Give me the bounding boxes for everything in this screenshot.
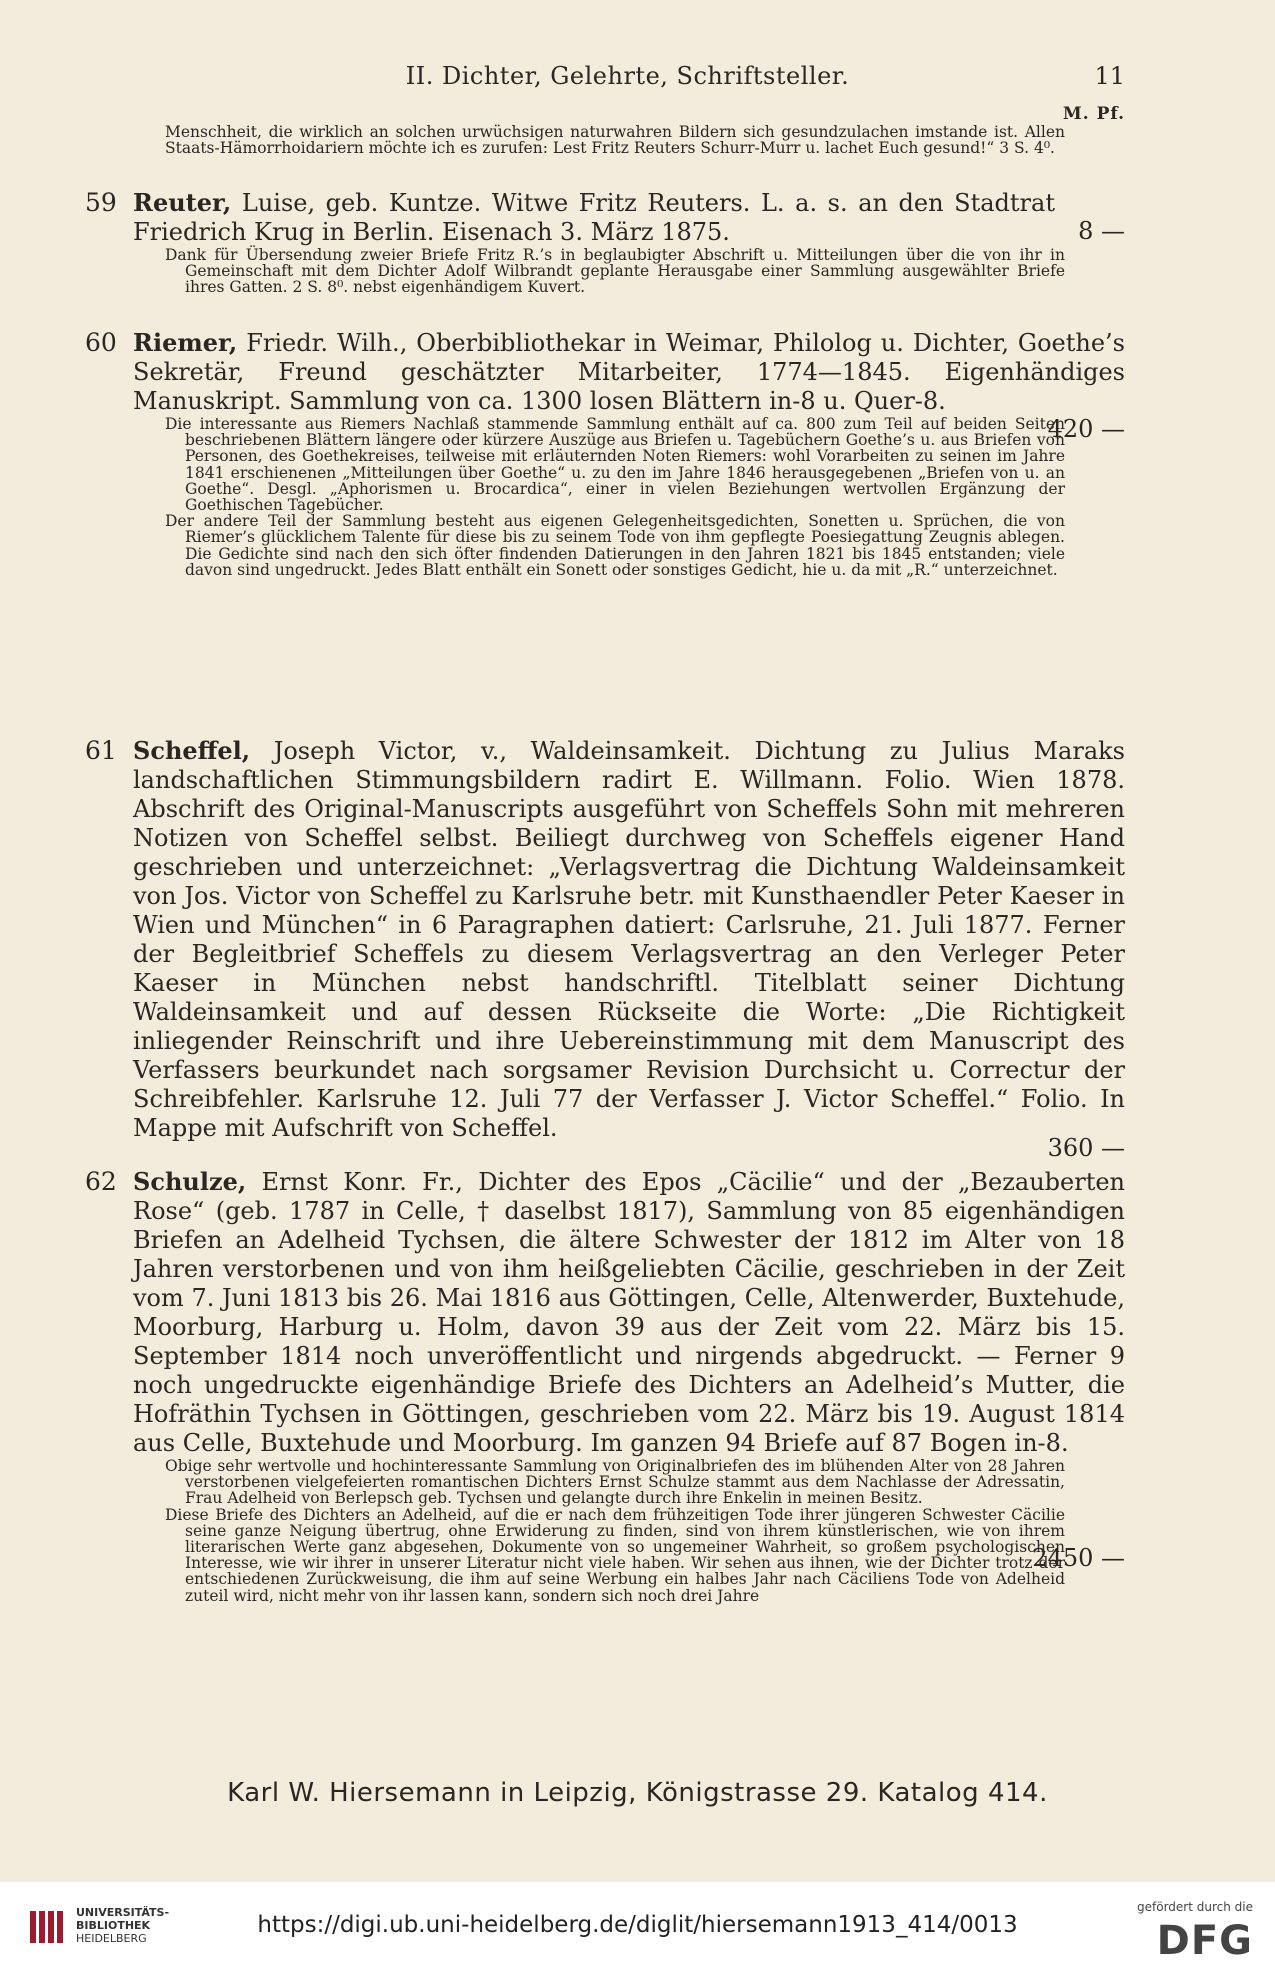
dfg-logo: DFG — [1156, 1918, 1253, 1964]
entry-text: Ernst Konr. Fr., Dichter des Epos „Cäcilie“ und der „Bezauberten Rose“ (geb. 1787 in Celle, † daselbst 1817), Sammlung von 85 eigenhändigen Briefen an Adelheid Tychsen, die ältere Schwester der 1812 im Alter von 18 Jahren verstorbenen und von ihm heißgeliebten Cäcilie, geschrieben in der Zeit vom 7. Juni 1813 bis 26. Mai 1816 aus Göttingen, Celle, Altenwerder, Buxtehude, Moorburg, Harburg u. Holm, davon 39 aus der Zeit vom 22. März bis 15. September 1814 noch unveröffentlicht und nirgends abgedruckt. — Ferner 9 noch ungedruckte eigenhändige Briefe des Dichters an Adelheid’s Mutter, die Hofräthin Tychsen in Göttingen, geschrieben vom 22. März bis 19. August 1814 aus Celle, Buxtehude und Moorburg. Im ganzen 94 Briefe auf 87 Bogen in-8. — [133, 1168, 1125, 1457]
entry-number: 60 — [85, 328, 117, 357]
document-url-link[interactable]: https://digi.ub.uni-heidelberg.de/diglit/hiersemann1913_414/0013 — [257, 1912, 1018, 1938]
entry-number: 59 — [85, 188, 117, 217]
catalog-entry-59 — [85, 188, 1125, 296]
entry-note: Obige sehr wertvolle und hochinteressante Sammlung von Originalbriefen des im blühenden Alter von 28 Jahren verstorbenen vielgefeierten romantischen Dichters Ernst Schulze stammt aus dem Nachlasse der Adressatin, Frau Adelheid von Berlepsch geb. Tychsen und gelangte durch ihre Enkelin in meinen Besitz. — [165, 1457, 1065, 1508]
entry-author: Scheffel, — [133, 736, 251, 765]
catalog-entry-61 — [85, 736, 1125, 1162]
entry-note: Diese Briefe des Dichters an Adelheid, auf die er nach dem frühzeitigen Tode ihrer jüngeren Schwester Cäcilie seine ganze Neigung übertrug, ohne Erwiderung zu finden, sind von ihrem künstlerischen, wie von ihrem literarischen Werte ganz abgesehen, Dokumente von so ungemeiner Wahrheit, so großem psychologischen Interesse, wie wir ihrer in unserer Literatur nicht viele haben. Wir sehen aus ihnen, wie der Dichter trotz der entschiedenen Zurückweisung, die ihm auf seine Werbung ein halbes Jahr nach Cäciliens Tode von Adelheid zuteil wird, nicht mehr von ihr lassen kann, sondern sich noch drei Jahre — [165, 1505, 1065, 1605]
entry-description — [133, 328, 1125, 416]
library-name: UNIVERSITÄTS- BIBLIOTHEK HEIDELBERG — [76, 1906, 170, 1945]
catalog-entry-62 — [85, 1167, 1125, 1604]
entry-price: 360 — — [1047, 1134, 1125, 1162]
entry-note: Der andere Teil der Sammlung besteht aus eigenen Gelegenheitsgedichten, Sonetten u. Sprüchen, die von Riemer’s glücklichem Talente für diese bis zu seinem Tode von ihm gepflegte Poesiegattung Zeugnis ablegen. Die Gedichte sind nach den sich öfter findenden Datierungen in den Jahren 1821 bis 1845 entstanden; viele davon sind ungedruckt. Jedes Blatt enthält ein Sonett oder sonstiges Gedicht, hie u. da mit „R.“ unterzeichnet. — [165, 512, 1065, 579]
viewer-bottom-bar — [0, 1882, 1275, 1979]
entry-price: 8 — — [1078, 217, 1125, 245]
entry-description — [133, 188, 1055, 247]
currency-label: M. Pf. — [1062, 104, 1125, 124]
section-title: II. Dichter, Gelehrte, Schriftsteller. — [405, 62, 850, 90]
publisher-footer: Karl W. Hiersemann in Leipzig, Königstrasse 29. Katalog 414. — [227, 1778, 1048, 1808]
page-number: 11 — [1094, 62, 1125, 90]
entry-number: 62 — [85, 1167, 117, 1196]
entry-text: Luise, geb. Kuntze. Witwe Fritz Reuters. L. a. s. an den Stadtrat Friedrich Krug in Berlin. Eisenach 3. März 1875. — [133, 189, 1055, 246]
intro-note: Menschheit, die wirklich an solchen urwüchsigen naturwahren Bildern sich gesundzulachen imstande ist. Allen Staats-Hämorrhoidariern möchte ich es zurufen: Lest Fritz Reuters Schurr-Murr u. lachet Euch gesund!“ 3 S. 4⁰. — [165, 123, 1065, 158]
entry-number: 61 — [85, 736, 117, 765]
intro-note-block — [85, 124, 1125, 156]
running-header — [130, 62, 1125, 124]
catalog-entry-60 — [85, 328, 1125, 578]
entry-text: Joseph Victor, v., Waldeinsamkeit. Dichtung zu Julius Maraks landschaftlichen Stimmungsbildern radirt E. Willmann. Folio. Wien 1878. Abschrift des Original-Manuscripts ausgeführt von Scheffels Sohn mit mehreren Notizen von Scheffel selbst. Beiliegt durchweg von Scheffels eigener Hand geschrieben und unterzeichnet: „Verlagsvertrag die Dichtung Waldeinsamkeit von Jos. Victor von Scheffel zu Karlsruhe betr. mit Kunsthaendler Peter Kaeser in Wien und München“ in 6 Paragraphen datiert: Carlsruhe, 21. Juli 1877. Ferner der Begleitbrief Scheffels zu diesem Verlagsvertrag an den Verleger Peter Kaeser in München nebst handschriftl. Titelblatt seiner Dichtung Waldeinsamkeit und auf dessen Rückseite die Worte: „Die Richtigkeit inliegender Reinschrift und ihre Uebereinstimmung mit dem Manuscript des Verfassers beurkundet nach sorgsamer Revision Durchsicht u. Correctur der Schreibfehler. Karlsruhe 12. Juli 77 der Verfasser J. Victor Scheffel.“ Folio. In Mappe mit Aufschrift von Scheffel. — [133, 737, 1125, 1142]
entry-text: Friedr. Wilh., Oberbibliothekar in Weimar, Philolog u. Dichter, Goethe’s Sekretär, Freund geschätzter Mitarbeiter, 1774—1845. Eigenhändiges Manuskript. Sammlung von ca. 1300 losen Blättern in-8 u. Quer-8. — [133, 329, 1125, 415]
funding-note: gefördert durch die — [1137, 1900, 1253, 1914]
entry-author: Reuter, — [133, 188, 232, 217]
entry-description — [133, 736, 1125, 1143]
entry-note: Dank für Übersendung zweier Briefe Fritz R.’s in beglaubigter Abschrift u. Mitteilungen über die von ihr in Gemeinschaft mit dem Dichter Adolf Wilbrandt geplante Herausgabe einer Sammlung ausgewählter Briefe ihres Gatten. 2 S. 8⁰. nebst eigenhändigem Kuvert. — [165, 246, 1065, 297]
entry-price: 2450 — — [1032, 1544, 1125, 1572]
entry-description — [133, 1167, 1125, 1458]
entry-author: Riemer, — [133, 328, 238, 357]
entry-author: Schulze, — [133, 1167, 247, 1196]
entry-price: 420 — — [1047, 415, 1125, 443]
entry-note: Die interessante aus Riemers Nachlaß stammende Sammlung enthält auf ca. 800 zum Teil auf beiden Seiten beschriebenen Blättern längere oder kürzere Auszüge aus Briefen u. Tagebüchern Goethe’s u. aus Briefen von Personen, des Goethekreises, teilweise mit erläuternden Noten Riemers: wohl Vorarbeiten zu seinen im Jahre 1841 erschienenen „Mitteilungen über Goethe“ u. zu den im Jahre 1846 herausgegebenen „Briefen von u. an Goethe“. Desgl. „Aphorismen u. Brocardica“, einer in vielen Beziehungen wertvollen Ergänzung der Goethischen Tagebücher. — [165, 415, 1065, 515]
